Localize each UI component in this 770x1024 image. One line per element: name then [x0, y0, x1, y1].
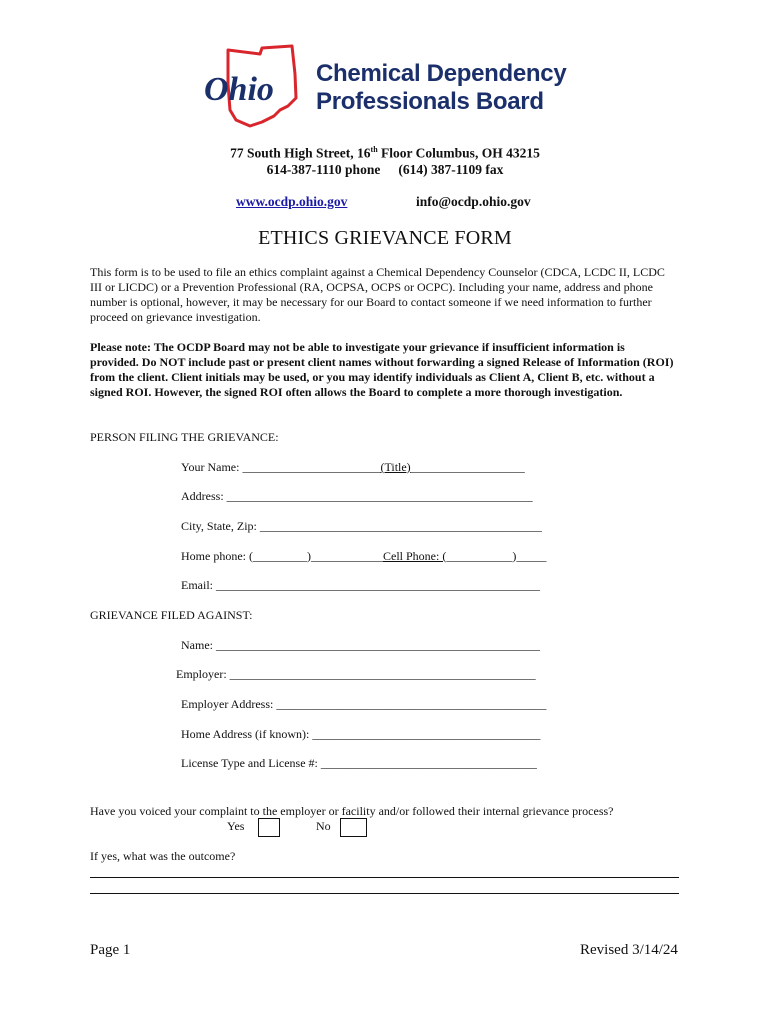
brand-line-1: Chemical Dependency — [316, 60, 567, 87]
city-state-zip-field[interactable]: City, State, Zip: _______________________________________________ — [181, 519, 542, 533]
phone-fields[interactable]: Home phone: (_________)____________Cell Phone: (___________)_____ — [181, 549, 547, 563]
email-field[interactable]: Email: ______________________________________________________ — [181, 578, 540, 592]
ocdp-logo — [200, 44, 580, 128]
form-title: ETHICS GRIEVANCE FORM — [258, 227, 512, 249]
ohio-script-text: Ohio — [204, 71, 274, 108]
phone-text: 614-387-1110 phone — [266, 162, 381, 177]
ohio-state-outline-icon — [200, 44, 320, 128]
page-number: Page 1 — [90, 942, 131, 958]
email-address: info@ocdp.ohio.gov — [416, 194, 531, 209]
respondent-name-field[interactable]: Name: ______________________________________________________ — [181, 638, 540, 652]
address-line: 77 South High Street, 16th Floor Columbus, OH 43215 — [230, 145, 540, 161]
outcome-line-2[interactable] — [90, 893, 679, 894]
no-label: No — [316, 819, 331, 833]
employer-address-field[interactable]: Employer Address: _____________________________________________ — [181, 697, 547, 711]
home-address-field[interactable]: Home Address (if known): ______________________________________ — [181, 727, 541, 741]
phone-fax-line — [0, 162, 770, 178]
employer-field[interactable]: Employer: ___________________________________________________ — [176, 667, 536, 681]
your-name-field[interactable]: Your Name: _______________________(Title)___________________ — [181, 460, 525, 474]
revised-date: Revised 3/14/24 — [580, 942, 678, 958]
website-link[interactable]: www.ocdp.ohio.gov — [236, 194, 348, 209]
yes-label: Yes — [227, 819, 245, 833]
grievance-question: Have you voiced your complaint to the employer or facility and/or followed their internal grievance process? — [90, 804, 614, 818]
note-paragraph: Please note: The OCDP Board may not be able to investigate your grievance if insufficient information is provided. Do NOT include past or present client names without forwarding a signed Release of Information (ROI) from the client. Client initials may be used, or you may identify individuals as Client A, Client B, etc. without a signed ROI. However, the signed ROI often allows the Board to complete a more thorough investigation. — [90, 340, 674, 399]
section-heading-against: GRIEVANCE FILED AGAINST: — [90, 608, 253, 622]
brand-line-2: Professionals Board — [316, 88, 544, 115]
license-field[interactable]: License Type and License #: ____________________________________ — [181, 756, 537, 770]
address-field[interactable]: Address: ___________________________________________________ — [181, 489, 533, 503]
fax-text: (614) 387-1109 fax — [398, 162, 504, 177]
yes-checkbox[interactable] — [258, 818, 280, 837]
section-heading-filer: PERSON FILING THE GRIEVANCE: — [90, 430, 279, 444]
intro-paragraph: This form is to be used to file an ethics complaint against a Chemical Dependency Counselor (CDCA, LCDC II, LCDC III or LICDC) or a Prevention Professional (RA, OCPSA, OCPS or OCPC). Including your name, address and phone number is optional, however, it may be necessary for our Board to contact someone if we need information to further proceed on grievance investigation. — [90, 265, 665, 324]
title-label: (Title) — [380, 460, 411, 474]
outcome-line-1[interactable] — [90, 877, 679, 878]
outcome-label: If yes, what was the outcome? — [90, 849, 236, 863]
cell-phone-field: Cell Phone: ( — [382, 549, 447, 563]
home-phone-field: Home phone: (_________) — [181, 549, 311, 563]
no-checkbox[interactable] — [340, 818, 367, 837]
